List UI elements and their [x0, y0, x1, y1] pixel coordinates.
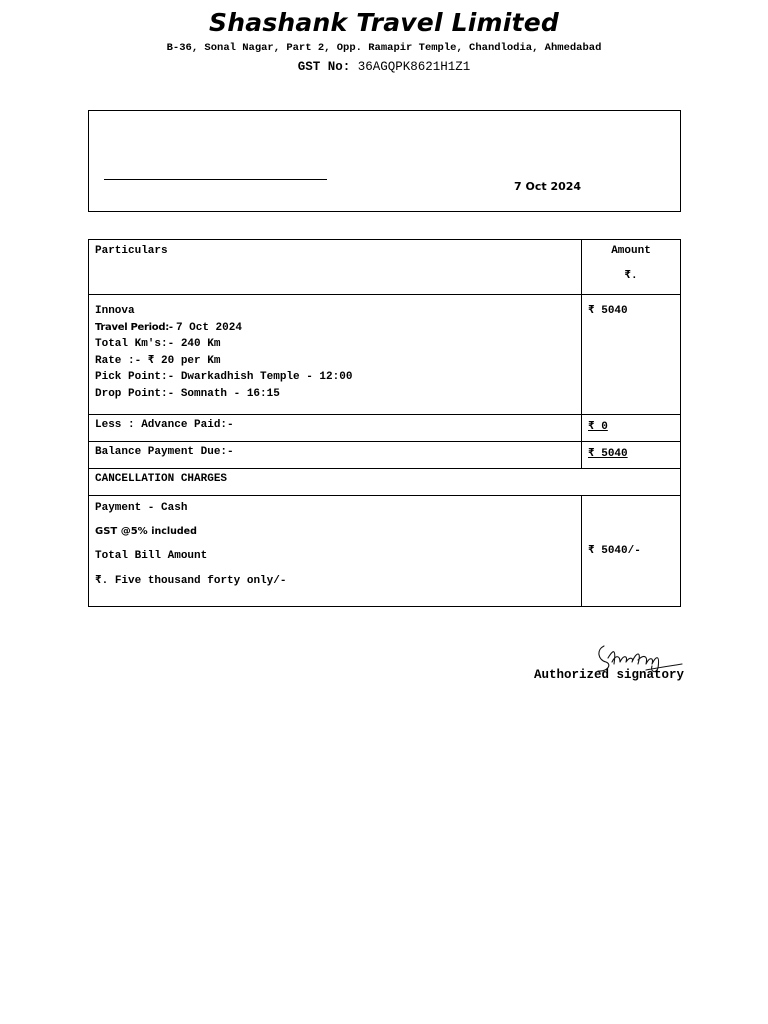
customer-name-line	[104, 179, 327, 180]
payment-mode: Payment - Cash	[95, 502, 188, 514]
trip-amount: ₹ 5040	[588, 305, 628, 317]
amount-header	[582, 240, 681, 295]
gst-label: GST No:	[297, 60, 351, 74]
amount-header-label: Amount	[611, 245, 651, 257]
amount-in-words: ₹. Five thousand forty only/-	[95, 575, 287, 587]
advance-amount-cell	[582, 415, 681, 442]
cancellation-row	[89, 469, 681, 496]
gst-number: 36AGQPK8621H1Z1	[357, 60, 471, 74]
customer-info-box	[88, 110, 681, 212]
amount-currency-label: ₹.	[624, 270, 638, 282]
pick-point: Pick Point:- Dwarkadhish Temple - 12:00	[95, 371, 353, 383]
trip-details-cell	[89, 295, 582, 415]
travel-period	[95, 320, 575, 337]
drop-point: Drop Point:- Somnath - 16:15	[95, 387, 280, 400]
company-name: Shashank Travel Limited	[209, 8, 559, 37]
advance-label: Less : Advance Paid:-	[89, 415, 582, 442]
gst-included	[95, 525, 575, 549]
total-amount-cell	[582, 496, 681, 607]
table-header-row	[89, 240, 681, 295]
vehicle-name: Innova	[95, 305, 135, 317]
total-kms: Total Km's:- 240 Km	[95, 338, 221, 350]
total-bill-label: Total Bill Amount	[95, 550, 208, 562]
balance-row	[89, 442, 681, 469]
gst-rate-label: GST @5%	[95, 526, 148, 537]
authorized-signatory: Authorized signatory	[534, 668, 685, 682]
particulars-header	[89, 240, 582, 295]
travel-period-value: 7 Oct 2024	[175, 321, 242, 334]
advance-amount: ₹ 0	[588, 421, 608, 433]
summary-row	[89, 496, 681, 607]
cancellation-label: CANCELLATION CHARGES	[89, 469, 681, 496]
travel-period-label: Travel Period:-	[95, 321, 173, 333]
summary-cell	[89, 496, 582, 607]
gst-included-note: included	[151, 526, 197, 537]
trip-details-row	[89, 295, 681, 415]
trip-amount-cell	[582, 295, 681, 415]
advance-row	[89, 415, 681, 442]
rate: Rate :- ₹ 20 per Km	[95, 354, 221, 367]
balance-amount-cell	[582, 442, 681, 469]
balance-amount: ₹ 5040	[588, 448, 628, 460]
company-address: B-36, Sonal Nagar, Part 2, Opp. Ramapir Temple, Chandlodia, Ahmedabad	[166, 42, 602, 54]
bill-date: 7 Oct 2024	[514, 180, 582, 193]
balance-label: Balance Payment Due:-	[89, 442, 582, 469]
particulars-header-label: Particulars	[95, 245, 168, 257]
bill-table	[88, 239, 681, 607]
total-amount: ₹ 5040/-	[588, 545, 641, 557]
company-gst	[0, 60, 768, 74]
